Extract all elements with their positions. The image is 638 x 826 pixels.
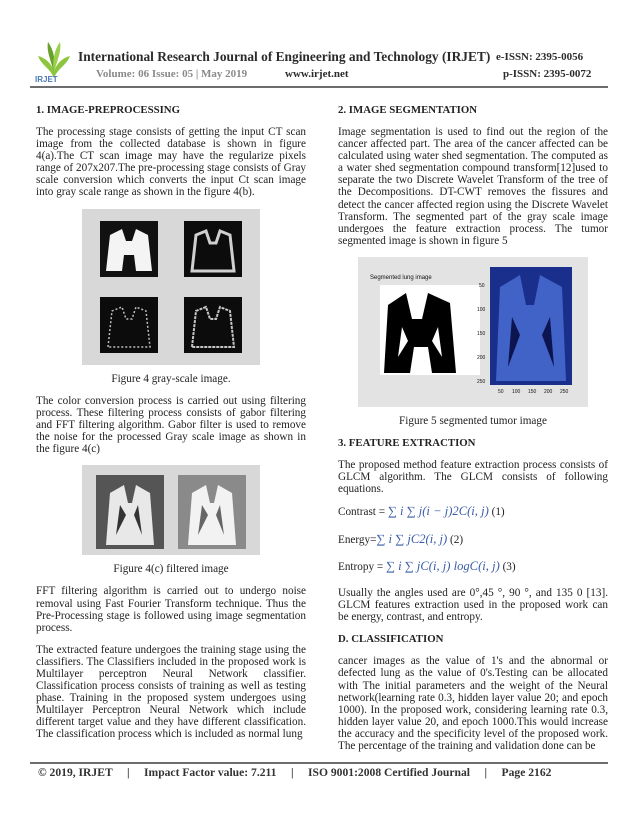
- equation-number: (1): [488, 506, 505, 519]
- figure-4-caption: Figure 4 gray-scale image.: [111, 372, 231, 385]
- x-tick: 250: [560, 388, 569, 395]
- equation-math: ∑ i ∑ jC(i, j) logC(i, j): [385, 558, 500, 573]
- website-link[interactable]: www.irjet.net: [285, 68, 349, 80]
- paragraph: The processing stage consists of getting the input CT scan image from the collected database is shown in figure 4(a).The CT scan image may have the regularize pixels range of 207x207.The pre-processing stage consists of Gray scale conversion which converts the input Ct scan image into gray scale range as shown in the figure 4(b).: [36, 126, 306, 199]
- equation-contrast: [338, 505, 608, 518]
- figure-5-caption: Figure 5 segmented tumor image: [399, 414, 547, 427]
- figure-4c-panel: [96, 475, 164, 549]
- figure-4-panel: [184, 221, 242, 277]
- figure-5-image: [358, 257, 588, 407]
- figure-4c-panel: [178, 475, 246, 549]
- p-issn: p-ISSN: 2395-0072: [503, 68, 592, 80]
- x-tick: 50: [498, 388, 504, 395]
- figure-4-panel: [100, 221, 158, 277]
- section-heading-preprocessing: 1. IMAGE-PREPROCESSING: [36, 104, 180, 116]
- paragraph: cancer images as the value of 1's and the abnormal or defected lung as the value of 0's.Testing can be allocated with The initial parameters and the weight of the Neural network(learning rate 0.3, hidden layer value 20; and epoch 1000). In the proposed work, considering learning rate 0.3, hidden layer value 20, and epoch 1000.This would increase the accuracy and the specificity level of the proposed work. The percentage of the training and validation done can be: [338, 655, 608, 752]
- section-heading-segmentation: 2. IMAGE SEGMENTATION: [338, 104, 478, 116]
- paragraph: Usually the angles used are 0°,45 °, 90 °, and 135 0 [13]. GLCM features extraction used in the proposed work can be energy, contrast, and entropy.: [338, 587, 608, 624]
- right-column: [338, 96, 608, 762]
- x-tick: 200: [544, 388, 553, 395]
- y-tick: 150: [477, 330, 486, 337]
- equation-number: (2): [447, 533, 464, 546]
- header-divider: [30, 86, 608, 88]
- equation-entropy: [338, 560, 608, 573]
- e-issn: e-ISSN: 2395-0056: [496, 51, 584, 63]
- paragraph: The color conversion process is carried out using filtering process. These filtering process consists of gabor filtering and FFT filtering algorithm. Gabor filter is used to remove the noise for the processed Gray scale image as shown in the figure 4(c): [36, 394, 306, 456]
- paragraph: Image segmentation is used to find out the region of the cancer affected part. The area of the cancer affected can be calculated using water shed segmentation. The computed as a water shed segmentation compound transform[12]used to separate the two Discrete Wavelet Transform of the tree of the Decompositions. DT-CWT removes the fissures and detect the cancer affected region using the Discrete Wavelet Transform. The segmented part of the gray scale image undergoes the feature extraction process. The tumor segmented image is shown in figure 5: [338, 126, 608, 247]
- x-tick: 100: [512, 388, 521, 395]
- x-tick: 150: [528, 388, 537, 395]
- figure-5-segmented: [358, 257, 588, 407]
- figure-4c-filtered: [82, 465, 260, 555]
- equation-energy: [338, 533, 608, 546]
- left-column: [36, 96, 306, 751]
- section-heading-feature-extraction: 3. FEATURE EXTRACTION: [338, 437, 476, 450]
- figure-4-panel: [184, 297, 242, 353]
- paragraph: The proposed method feature extraction process consists of GLCM algorithm. The GLCM consists of following equations.: [338, 459, 608, 496]
- footer-divider: [30, 762, 608, 764]
- page-header: [0, 0, 638, 92]
- y-tick: 100: [477, 306, 486, 313]
- paragraph: The extracted feature undergoes the training stage using the classifiers. The Classifiers included in the proposed work is Multilayer perceptron Neural Network classifier. Classification process consists of training as well as testing phase. Training in the proposed system undergoes using Multilayer Perceptron Neural Network which include different target value and they have different classification. The classification process which is included as normal lung: [36, 643, 306, 741]
- figure-4-panel: [100, 297, 158, 353]
- journal-title: International Research Journal of Engineering and Technology (IRJET): [78, 49, 491, 64]
- volume-issue: Volume: 06 Issue: 05 | May 2019: [96, 68, 248, 80]
- y-tick: 200: [477, 354, 486, 361]
- page-footer: © 2019, IRJET | Impact Factor value: 7.211 | ISO 9001:2008 Certified Journal | Page 2162: [38, 766, 552, 779]
- equation-math: ∑ i ∑ jC2(i, j): [376, 531, 448, 546]
- figure-4c-caption: Figure 4(c) filtered image: [113, 563, 229, 576]
- section-heading-classification: D. CLASSIFICATION: [338, 633, 444, 646]
- y-tick: 250: [477, 378, 486, 385]
- equation-math: ∑ i ∑ j(i − j)2C(i, j): [387, 504, 489, 519]
- equation-label: Entropy =: [338, 560, 386, 573]
- figure-5-inner-title: Segmented lung image: [370, 274, 432, 281]
- paragraph: FFT filtering algorithm is carried out to undergo noise removal using Fast Fourier Transform technique. Thus the Pre-Processing stage is followed using image segmentation process.: [36, 585, 306, 634]
- equation-label: Contrast =: [338, 506, 388, 519]
- equation-label: Energy=: [338, 533, 377, 546]
- figure-4-gray-scale: [82, 209, 260, 365]
- logo-text: IRJET: [35, 75, 58, 84]
- equation-number: (3): [499, 560, 516, 573]
- y-tick: 50: [479, 282, 485, 289]
